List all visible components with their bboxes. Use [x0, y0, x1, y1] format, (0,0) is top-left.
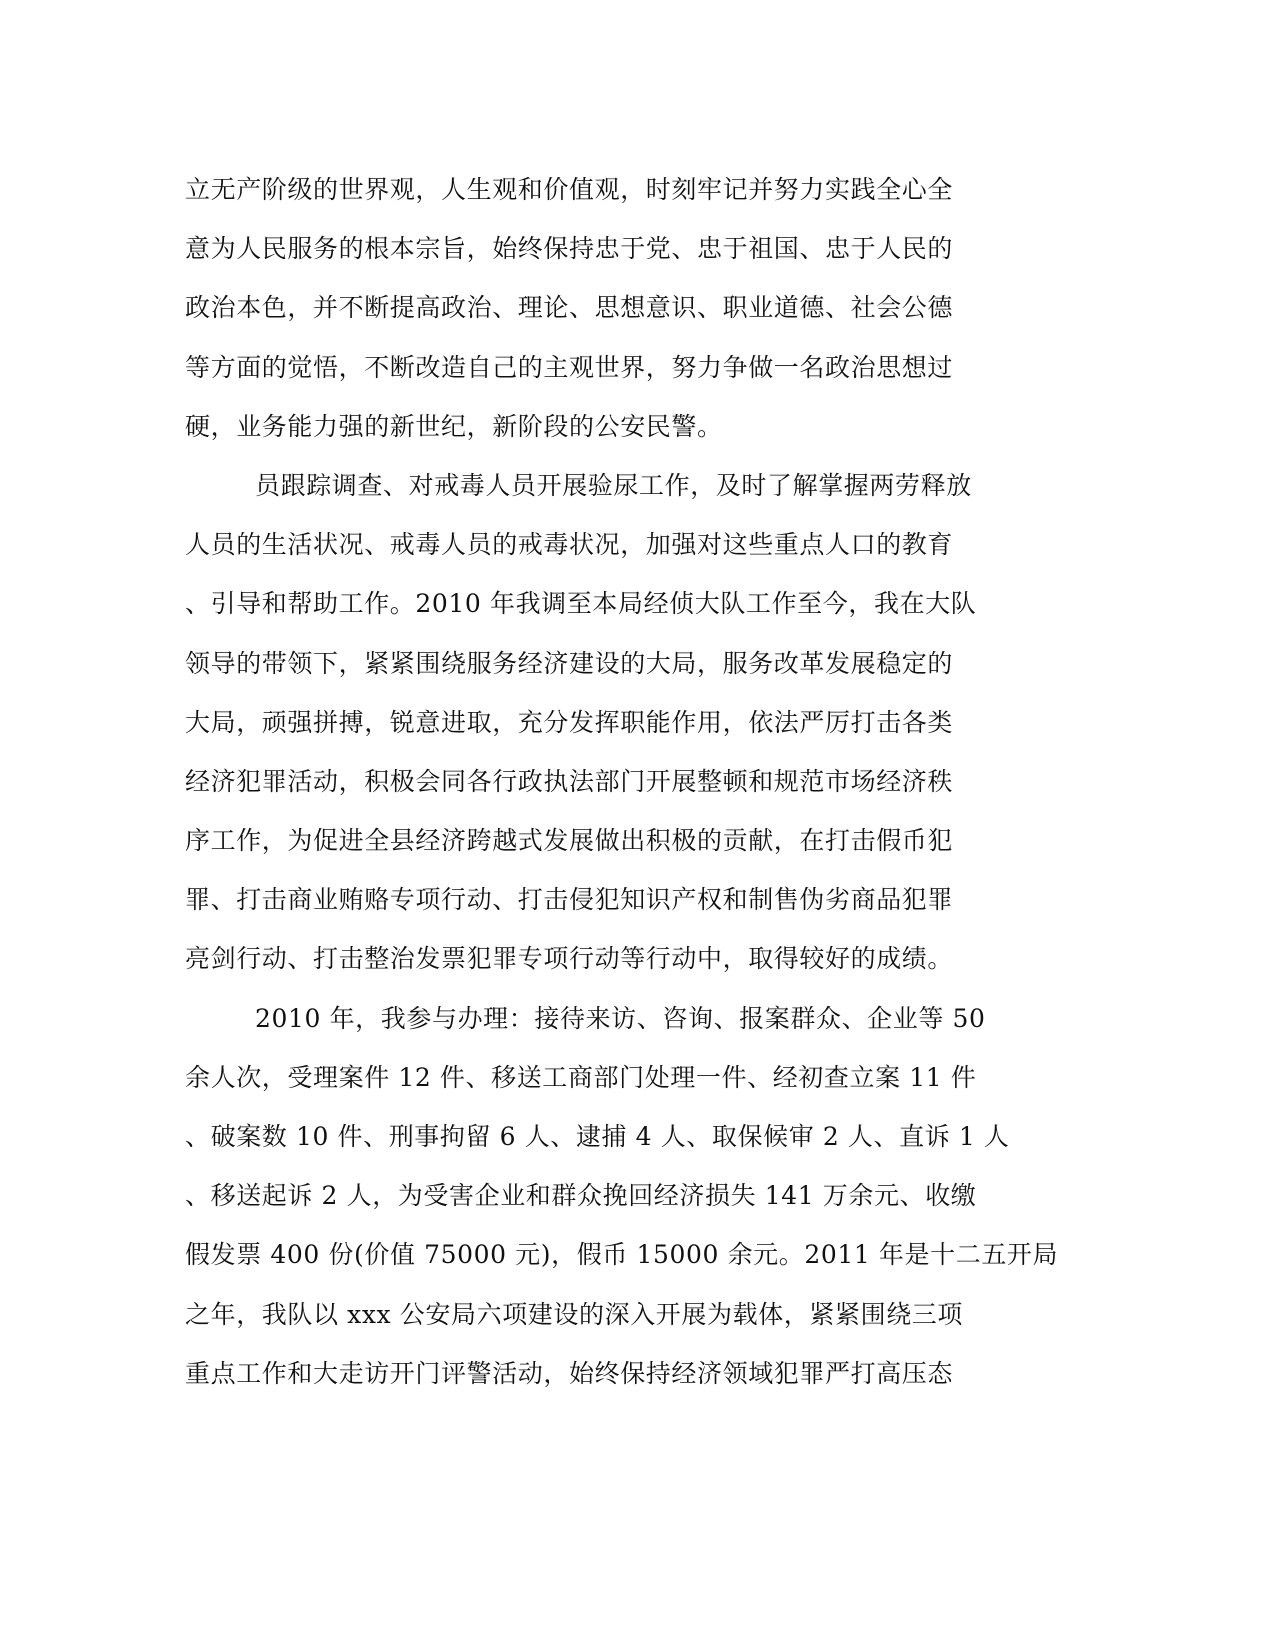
text-line: 、移送起诉 2 人，为受害企业和群众挽回经济损失 141 万余元、收缴 [185, 1181, 977, 1211]
text-line: 序工作，为促进全县经济跨越式发展做出积极的贡献，在打击假币犯 [185, 826, 954, 856]
text-line: 硬，业务能力强的新世纪，新阶段的公安民警。 [185, 411, 723, 441]
text-line: 之年，我队以 xxx 公安局六项建设的深入开展为载体，紧紧围绕三项 [185, 1299, 963, 1329]
text-line: 意为人民服务的根本宗旨，始终保持忠于党、忠于祖国、忠于人民的 [185, 234, 954, 264]
text-line: 政治本色，并不断提高政治、理论、思想意识、职业道德、社会公德 [185, 293, 954, 323]
text-line: 大局，顽强拼搏，锐意进取，充分发挥职能作用，依法严厉打击各类 [185, 707, 954, 737]
text-line: 、引导和帮助工作。2010 年我调至本局经侦大队工作至今，我在大队 [185, 589, 977, 619]
text-line: 亮剑行动、打击整治发票犯罪专项行动等行动中，取得较好的成绩。 [185, 944, 954, 974]
text-line: 经济犯罪活动，积极会同各行政执法部门开展整顿和规范市场经济秩 [185, 766, 954, 796]
text-line: 立无产阶级的世界观，人生观和价值观，时刻牢记并努力实践全心全 [185, 175, 954, 204]
text-line: 重点工作和大走访开门评警活动，始终保持经济领域犯罪严打高压态 [185, 1358, 954, 1388]
text-line: 罪、打击商业贿赂专项行动、打击侵犯知识产权和制售伪劣商品犯罪 [185, 885, 954, 915]
text-line: 等方面的觉悟，不断改造自己的主观世界，努力争做一名政治思想过 [185, 352, 954, 382]
text-line: 领导的带领下，紧紧围绕服务经济建设的大局，服务改革发展稳定的 [185, 648, 954, 678]
text-line: 、破案数 10 件、刑事拘留 6 人、逮捕 4 人、取保候审 2 人、直诉 1 人 [185, 1122, 1010, 1151]
body-text [185, 160, 1065, 1403]
text-line: 余人次，受理案件 12 件、移送工商部门处理一件、经初查立案 11 件 [185, 1062, 977, 1092]
text-line: 人员的生活状况、戒毒人员的戒毒状况，加强对这些重点人口的教育 [185, 530, 954, 560]
paragraph-start-line: 员跟踪调查、对戒毒人员开展验尿工作，及时了解掌握两劳释放 [255, 470, 972, 500]
text-line: 假发票 400 份(价值 75000 元)，假币 15000 余元。2011 年是十二五开局 [185, 1240, 1059, 1270]
paragraph-start-line: 2010 年，我参与办理：接待来访、咨询、报案群众、企业等 50 [255, 1003, 986, 1033]
